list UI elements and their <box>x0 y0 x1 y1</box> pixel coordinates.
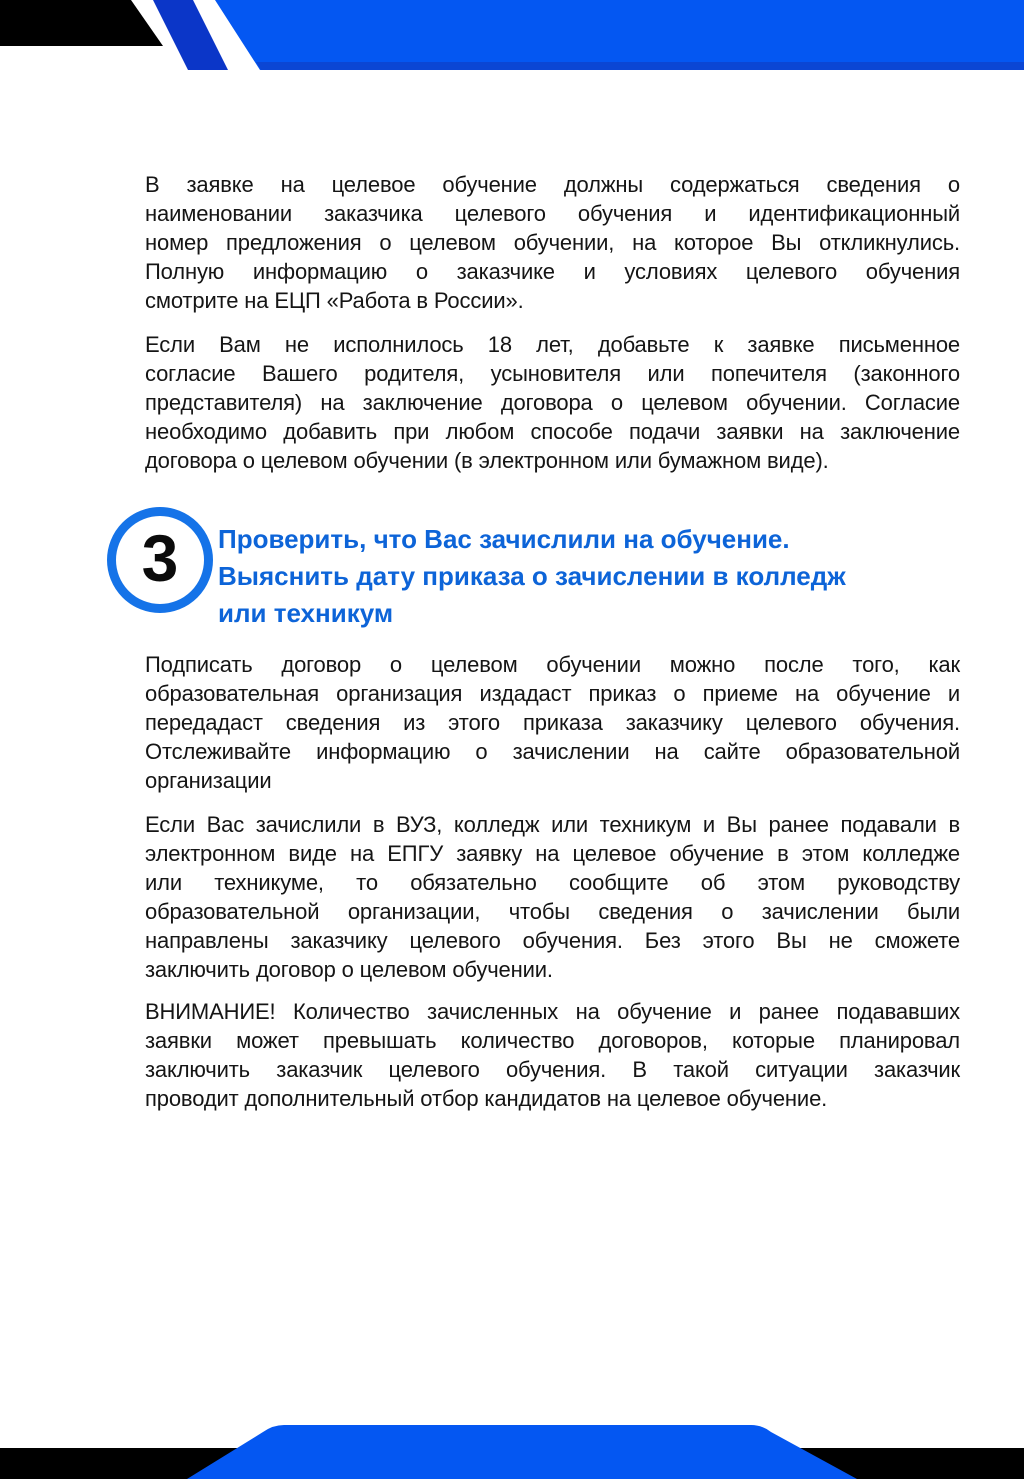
text-line: номер предложения о целевом обучении, на которое Вы откликнулись. <box>145 230 960 255</box>
footer-blue-trapezoid <box>187 1425 857 1479</box>
header-decoration-graphic <box>0 0 1024 70</box>
text-line: договора о целевом обучении (в электронном или бумажном виде). <box>145 448 829 473</box>
text-line: передадаст сведения из этого приказа заказчику целевого обучения. <box>145 710 960 735</box>
paragraph-sign-contract-after-order <box>145 650 960 795</box>
text-line: или техникум <box>218 597 394 628</box>
text-line: представителя) на заключение договора о целевом обучении. Согласие <box>145 390 960 415</box>
text-line: организации <box>145 768 272 793</box>
header-band-bottom-edge <box>256 62 1024 70</box>
paragraph-application-contents <box>145 170 960 315</box>
text-line: необходимо добавить при любом способе подачи заявки на заключение <box>145 419 960 444</box>
text-line: наименовании заказчика целевого обучения и идентификационный <box>145 201 960 226</box>
text-line: электронном виде на ЕПГУ заявку на целевое обучение в этом колледже <box>145 841 960 866</box>
text-line: Отслеживайте информацию о зачислении на сайте образовательной <box>145 739 960 764</box>
text-line: Выяснить дату приказа о зачислении в колледж <box>218 560 846 591</box>
text-line: образовательная организация издадаст приказ о приеме на обучение и <box>145 681 960 706</box>
text-line: Подписать договор о целевом обучении можно после того, как <box>145 652 960 677</box>
text-line: заключить договор о целевом обучении. <box>145 957 553 982</box>
text-line: В заявке на целевое обучение должны содержаться сведения о <box>145 172 960 197</box>
paragraph-attention-note <box>145 997 960 1113</box>
text-line: Если Вас зачислили в ВУЗ, колледж или техникум и Вы ранее подавали в <box>145 812 960 837</box>
text-line: образовательной организации, чтобы сведения о зачислении были <box>145 899 960 924</box>
header-bright-blue-band <box>215 0 1024 70</box>
step-number-badge <box>107 507 213 613</box>
text-line: смотрите на ЕЦП «Работа в России». <box>145 288 524 313</box>
text-line: Проверить, что Вас зачислили на обучение. <box>218 523 790 554</box>
step-number: 3 <box>141 521 179 595</box>
paragraph-under-18-consent <box>145 330 960 475</box>
text-line: заявки может превышать количество договоров, которые планировал <box>145 1028 960 1053</box>
header-black-wedge <box>0 0 163 46</box>
text-line: проводит дополнительный отбор кандидатов на целевое обучение. <box>145 1086 828 1111</box>
text-line: Полную информацию о заказчике и условиях целевого обучения <box>145 259 960 284</box>
paragraph-notify-organization <box>145 810 960 984</box>
text-line: ВНИМАНИЕ! Количество зачисленных на обучение и ранее подававших <box>145 999 960 1024</box>
text-line: согласие Вашего родителя, усыновителя или попечителя (законного <box>145 361 960 386</box>
text-line: Если Вам не исполнилось 18 лет, добавьте к заявке письменное <box>145 332 960 357</box>
footer-decoration-graphic <box>0 1425 1024 1479</box>
header-dark-blue-stripe <box>153 0 228 70</box>
text-line: направлены заказчику целевого обучения. Без этого Вы не сможете <box>145 928 960 953</box>
text-line: или техникуме, то обязательно сообщите об этом руководству <box>145 870 960 895</box>
step-title <box>218 521 960 632</box>
text-line: заключить заказчик целевого обучения. В такой ситуации заказчик <box>145 1057 960 1082</box>
